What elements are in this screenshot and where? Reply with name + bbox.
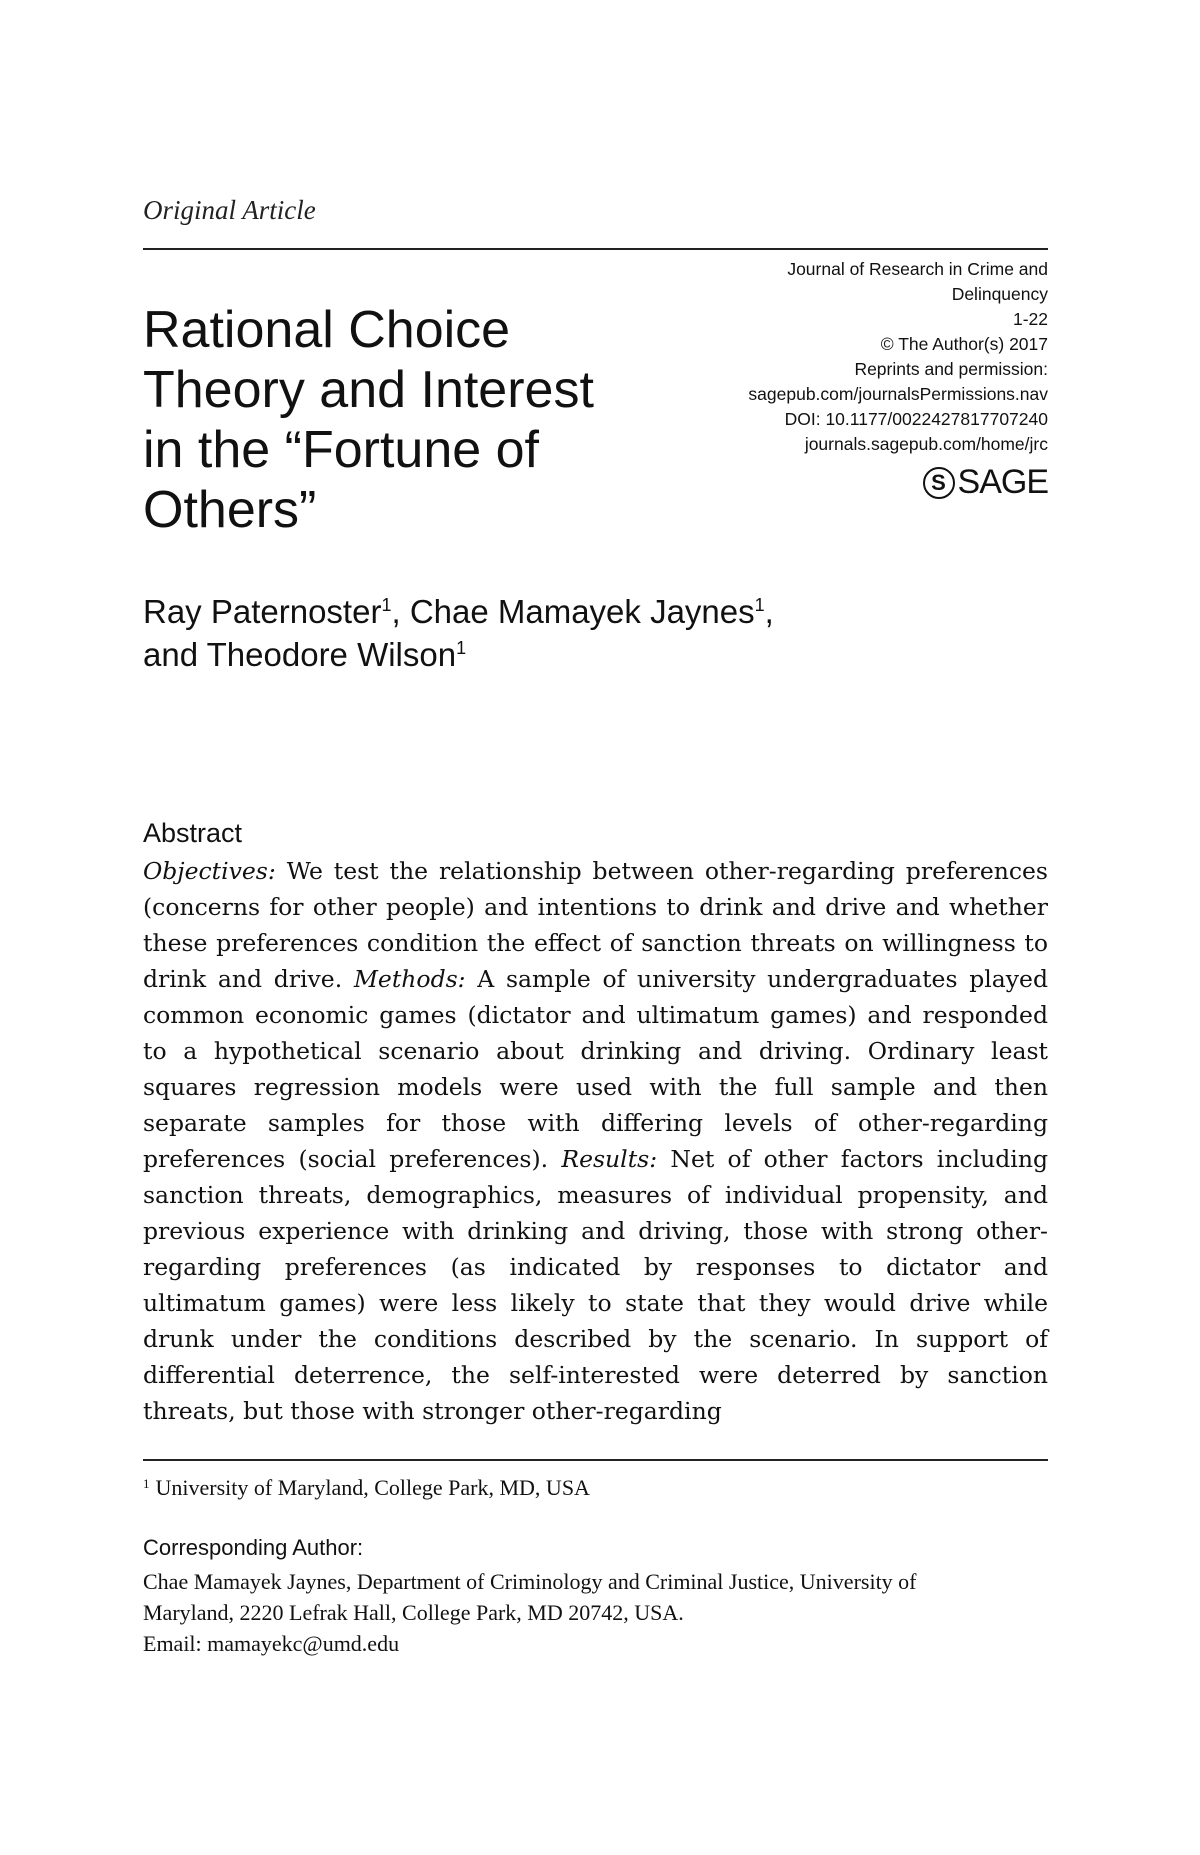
sage-badge-icon: S: [923, 467, 955, 499]
footnote-rule: [143, 1459, 1048, 1461]
author-list: [143, 590, 774, 676]
corresponding-address-line: Chae Mamayek Jaynes, Department of Criminology and Criminal Justice, University of: [143, 1569, 917, 1594]
corresponding-author-details: [143, 1566, 1048, 1659]
title-line: in the “Fortune of: [143, 421, 539, 479]
journal-name-line: Journal of Research in Crime and: [787, 259, 1048, 279]
author-line: [143, 590, 774, 633]
reprints-notice: Reprints and permission:: [854, 359, 1048, 379]
affiliation-marker: 1: [381, 595, 392, 615]
corresponding-address-line: Maryland, 2220 Lefrak Hall, College Park, MD 20742, USA.: [143, 1600, 684, 1625]
abstract-body: [143, 853, 1048, 1429]
author-line: [143, 633, 774, 676]
sage-logo: [923, 463, 1048, 502]
title-line: Rational Choice: [143, 301, 511, 359]
methods-label: Methods:: [353, 965, 466, 993]
corresponding-email[interactable]: Email: mamayekc@umd.edu: [143, 1631, 400, 1656]
journal-name-line: Delinquency: [951, 284, 1048, 304]
objectives-label: Objectives:: [143, 857, 276, 885]
title-line: Theory and Interest: [143, 361, 594, 419]
affiliation-text: University of Maryland, College Park, MD, USA: [155, 1475, 590, 1500]
author-conjunction: and: [143, 636, 207, 673]
results-text: Net of other factors including sanction threats, demographics, measures of individual propensity, and previous experience with drinking and driving, those with strong other-regarding preferences (as indicated by responses to dictator and ultimatum games) were less likely to state that they would drive while drunk under the conditions described by the scenario. In support of differential deterrence, the self-interested were deterred by sanction threats, but those with stronger other-regarding: [143, 1145, 1049, 1425]
author-name: Ray Paternoster: [143, 593, 382, 630]
copyright-notice: © The Author(s) 2017: [880, 334, 1048, 354]
page-range: 1-22: [1012, 309, 1048, 329]
sage-wordmark: SAGE: [957, 463, 1048, 501]
results-label: Results:: [561, 1145, 658, 1173]
doi-link[interactable]: DOI: 10.1177/0022427817707240: [784, 409, 1048, 429]
objectives-text: We test the relationship between other-regarding preferences (concerns for other people) and intentions to drink and drive and whether these preferences condition the effect of sanction threats on willingness to drink and drive.: [143, 857, 1048, 993]
affiliation-marker: 1: [456, 638, 467, 658]
abstract-heading: Abstract: [143, 818, 243, 848]
affiliation-marker: 1: [143, 1476, 150, 1491]
author-name: Theodore Wilson: [206, 636, 457, 673]
author-name: Chae Mamayek Jaynes: [409, 593, 755, 630]
affiliation-marker: 1: [754, 595, 765, 615]
article-type-label: Original Article: [143, 195, 316, 225]
journal-homepage-link[interactable]: journals.sagepub.com/home/jrc: [804, 434, 1048, 454]
author-separator: ,: [764, 593, 774, 630]
header-rule: [143, 248, 1048, 250]
title-line: Others”: [143, 481, 317, 539]
journal-info: [688, 257, 1048, 457]
affiliation-footnote: [143, 1475, 590, 1501]
article-title: [143, 300, 703, 540]
methods-text: A sample of university undergraduates played common economic games (dictator and ultimatum games) and responded to a hypothetical scenario about drinking and driving. Ordinary least squares regression models were used with the full sample and then separate samples for those with differing levels of other-regarding preferences (social preferences).: [143, 965, 1048, 1173]
permissions-link[interactable]: sagepub.com/journalsPermissions.nav: [748, 384, 1048, 404]
corresponding-author-heading: Corresponding Author:: [143, 1535, 364, 1560]
author-separator: ,: [391, 593, 410, 630]
